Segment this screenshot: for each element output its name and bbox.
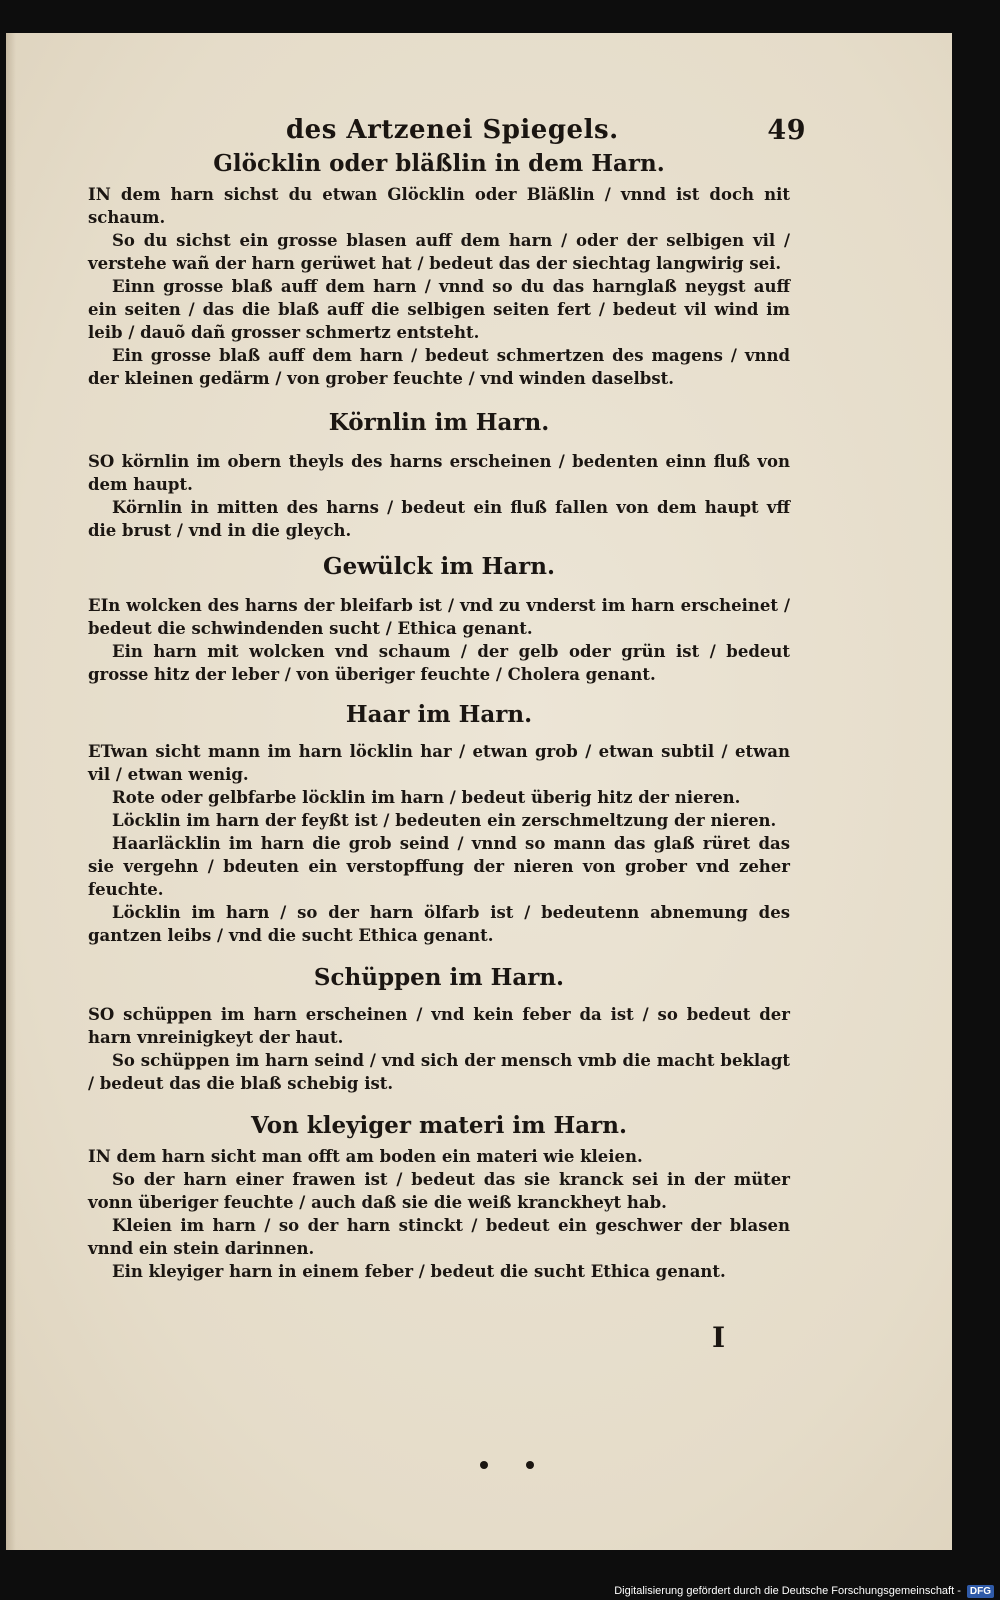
section-heading: Von kleyiger materi im Harn. <box>251 1112 627 1139</box>
paragraph: SO körnlin im obern theyls des harns erscheinen / bedenten einn fluß von dem haupt. <box>88 452 790 494</box>
paragraph: SO schüppen im harn erscheinen / vnd kein feber da ist / so bedeut der harn vnreinigkeyt der haut. <box>88 1005 790 1047</box>
paragraph: So schüppen im harn seind / vnd sich der mensch vmb die macht beklagt / bedeut das die blaß schebig ist. <box>88 1051 790 1093</box>
ornament-dot <box>526 1461 534 1469</box>
running-header <box>286 115 806 149</box>
footer-credit: Digitalisierung gefördert durch die Deutsche Forschungsgemeinschaft - <box>614 1585 961 1597</box>
paragraph: Körnlin in mitten des harns / bedeut ein fluß fallen von dem haupt vff die brust / vnd in die gleych. <box>88 498 790 540</box>
paragraph: So der harn einer frawen ist / bedeut das sie kranck sei in der müter vonn überiger feuchte / auch daß sie die weiß kranckheyt hab. <box>88 1170 790 1212</box>
paragraph: Ein harn mit wolcken vnd schaum / der gelb oder grün ist / bedeut grosse hitz der leber / von überiger feuchte / Cholera genant. <box>88 642 790 684</box>
paragraph: Kleien im harn / so der harn stinckt / bedeut ein geschwer der blasen vnnd ein stein darinnen. <box>88 1216 790 1258</box>
section-koernlin <box>88 408 790 542</box>
paragraph: Ein grosse blaß auff dem harn / bedeut schmertzen des magens / vnnd der kleinen gedärm / von grober feuchte / vnd winden daselbst. <box>88 346 790 388</box>
paragraph: ETwan sicht mann im harn löcklin har / etwan grob / etwan subtil / etwan vil / etwan wenig. <box>88 742 790 784</box>
signature-mark: I <box>712 1321 726 1354</box>
paragraph: Rote oder gelbfarbe löcklin im harn / bedeut überig hitz der nieren. <box>112 788 741 807</box>
dfg-logo-icon: DFG <box>967 1585 994 1598</box>
section-kleyig <box>88 1111 790 1283</box>
section-heading: Gewülck im Harn. <box>322 553 556 580</box>
ornament-dot <box>480 1461 488 1469</box>
digitization-footer <box>614 1582 1000 1600</box>
section-heading: Körnlin im Harn. <box>328 409 550 436</box>
paragraph: So du sichst ein grosse blasen auff dem harn / oder der selbigen vil / verstehe wañ der harn gerüwet hat / bedeut das der siechtag langwirig sei. <box>88 231 790 273</box>
paragraph: Einn grosse blaß auff dem harn / vnnd so du das harnglaß neygst auff ein seiten / das die blaß auff die selbigen seiten fert / bedeut vil wind im leib / dauõ dañ grosser schmertz entsteht. <box>88 277 790 342</box>
paragraph: IN dem harn sichst du etwan Glöcklin oder Bläßlin / vnnd ist doch nit schaum. <box>88 185 790 227</box>
page-text <box>88 149 790 1283</box>
paragraph: Löcklin im harn der feyßt ist / bedeuten ein zerschmeltzung der nieren. <box>112 811 777 830</box>
paragraph: EIn wolcken des harns der bleifarb ist / vnd zu vnderst im harn erscheinet / bedeut die schwindenden sucht / Ethica genant. <box>88 596 790 638</box>
section-gewuelck <box>88 552 790 686</box>
section-heading: Glöcklin oder bläßlin in dem Harn. <box>213 150 665 177</box>
book-page <box>6 33 952 1550</box>
ornament-dots <box>480 1461 540 1473</box>
page-number: 49 <box>767 115 806 146</box>
section-schueppen <box>88 963 790 1095</box>
section-gloecklin <box>88 149 790 390</box>
section-heading: Haar im Harn. <box>345 701 533 728</box>
paragraph: Haarläcklin im harn die grob seind / vnnd so mann das glaß rüret das sie vergehn / bdeuten ein verstopffung der nieren von grober vnd zeher feuchte. <box>88 834 790 899</box>
section-heading: Schüppen im Harn. <box>313 964 565 991</box>
section-haar <box>88 700 790 947</box>
paragraph: Löcklin im harn / so der harn ölfarb ist / bedeutenn abnemung des gantzen leibs / vnd die sucht Ethica genant. <box>88 903 790 945</box>
page-edge-shadow <box>6 33 16 1550</box>
running-title: des Artzenei Spiegels. <box>286 115 619 145</box>
paragraph: Ein kleyiger harn in einem feber / bedeut die sucht Ethica genant. <box>112 1262 726 1281</box>
paragraph: IN dem harn sicht man offt am boden ein materi wie kleien. <box>88 1147 643 1166</box>
